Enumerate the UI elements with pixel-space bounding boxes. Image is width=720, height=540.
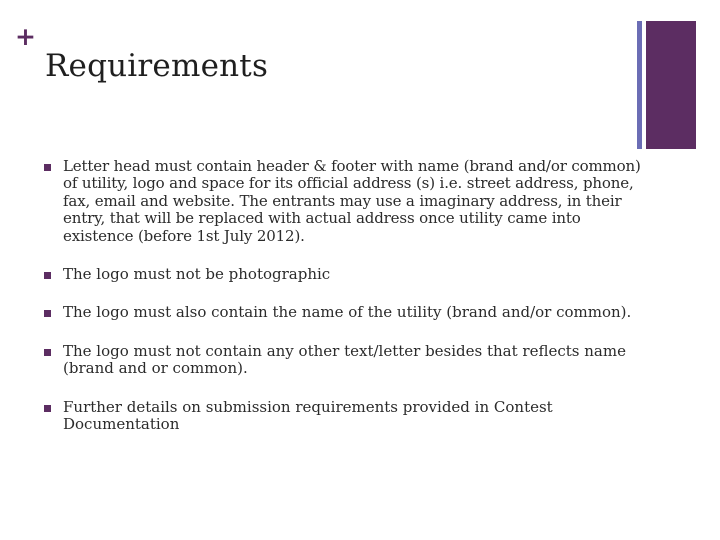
slide-title: Requirements: [45, 48, 269, 84]
square-bullet-icon: [44, 272, 51, 279]
requirements-list: [44, 158, 644, 454]
accent-stripe-thick: [646, 21, 696, 149]
square-bullet-icon: [44, 349, 51, 356]
list-item: [44, 266, 644, 283]
list-item: [44, 399, 644, 434]
list-item: [44, 158, 644, 245]
list-item-text: Further details on submission requirements provided in Contest Documentation: [63, 397, 553, 434]
list-item-text: The logo must also contain the name of the utility (brand and/or common).: [63, 303, 632, 322]
list-item: [44, 304, 644, 321]
list-item-text: The logo must not be photographic: [63, 265, 331, 284]
plus-icon: +: [15, 22, 36, 51]
square-bullet-icon: [44, 310, 51, 317]
list-item: [44, 343, 644, 378]
list-item-text: The logo must not contain any other text/letter besides that reflects name (brand and or common).: [63, 341, 626, 378]
square-bullet-icon: [44, 405, 51, 412]
square-bullet-icon: [44, 164, 51, 171]
accent-stripe-thin: [637, 21, 642, 149]
list-item-text: Letter head must contain header & footer with name (brand and/or common) of utility, logo and space for its official address (s) i.e. street address, phone, fax, email and website. The entrants may use a imaginary address, in their entry, that will be replaced with actual address once utility came into existence (before 1st July 2012).: [63, 157, 641, 245]
